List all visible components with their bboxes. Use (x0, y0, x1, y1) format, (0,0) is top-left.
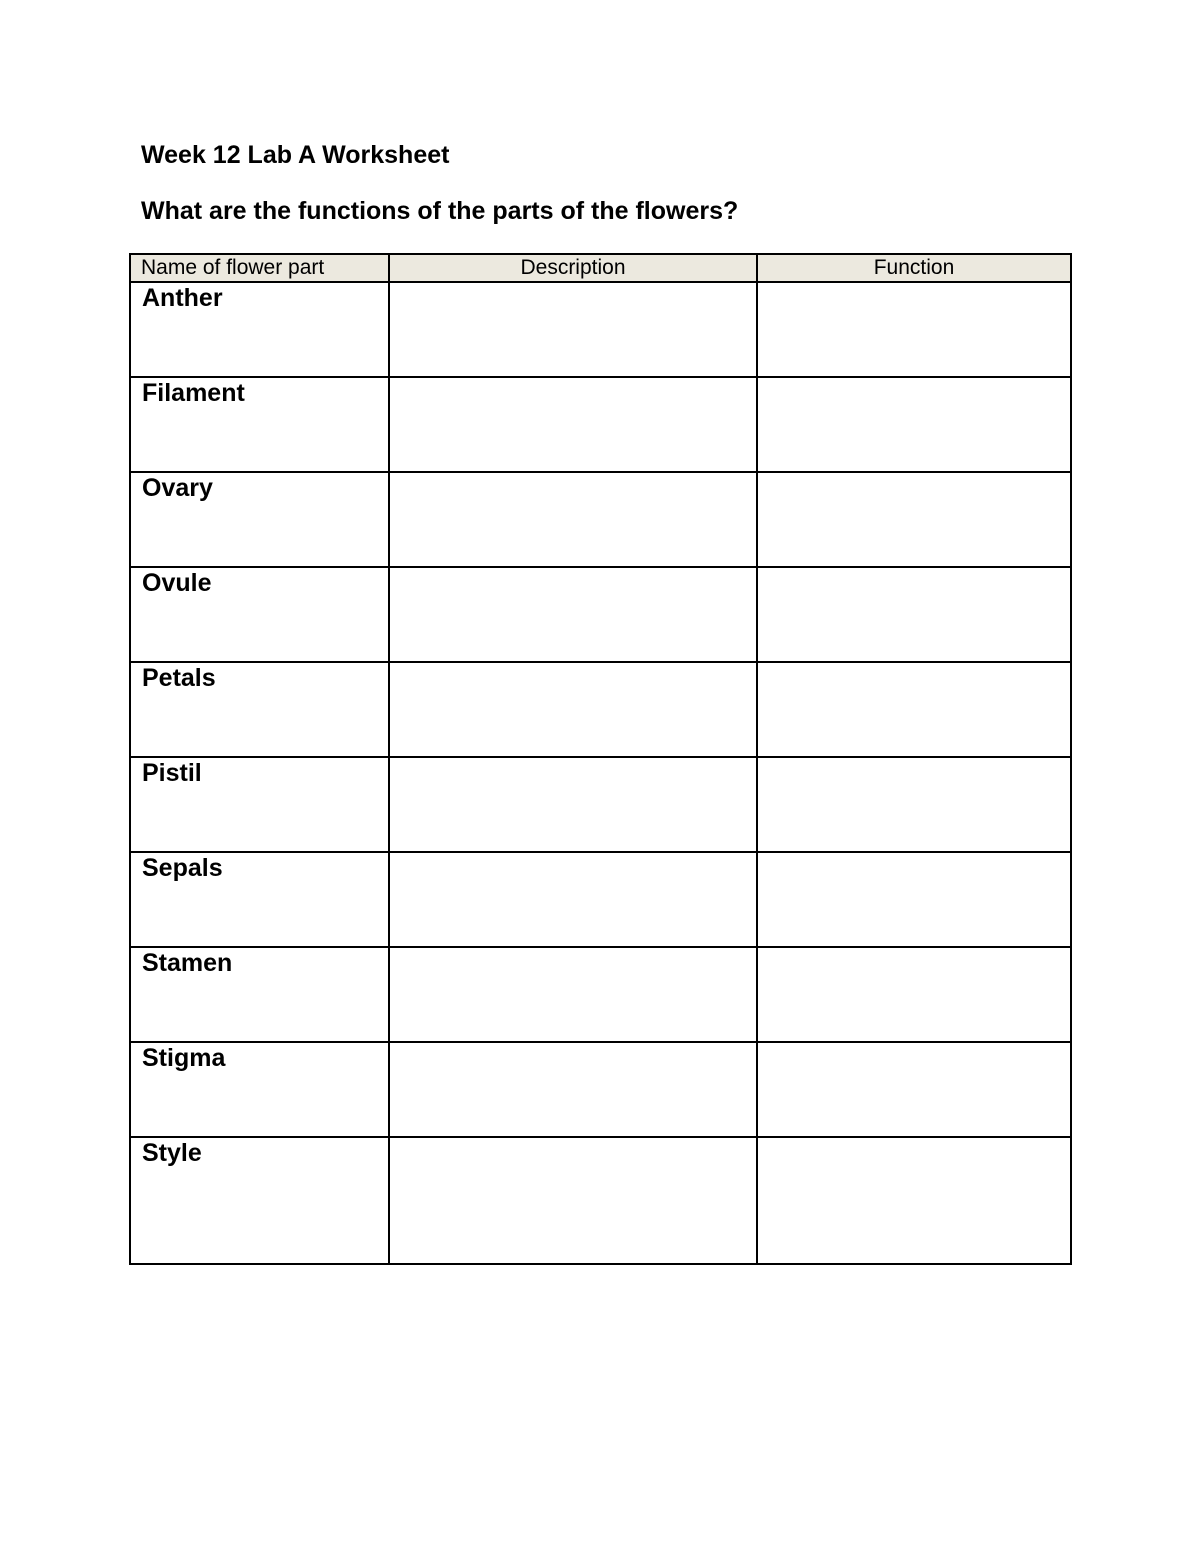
header-description: Description (389, 254, 757, 282)
description-cell[interactable] (389, 757, 757, 852)
worksheet-title: Week 12 Lab A Worksheet (141, 141, 450, 169)
flower-part-name: Stamen (130, 947, 389, 1042)
flower-part-name: Sepals (130, 852, 389, 947)
table-row (130, 947, 1071, 1042)
function-cell[interactable] (757, 1042, 1071, 1137)
table-row (130, 1042, 1071, 1137)
table-row (130, 662, 1071, 757)
description-cell[interactable] (389, 947, 757, 1042)
description-cell[interactable] (389, 472, 757, 567)
flower-part-name: Anther (130, 282, 389, 377)
function-cell[interactable] (757, 947, 1071, 1042)
table-header-row (130, 254, 1071, 282)
function-cell[interactable] (757, 567, 1071, 662)
header-name-of-flower-part: Name of flower part (130, 254, 389, 282)
table-row (130, 472, 1071, 567)
description-cell[interactable] (389, 662, 757, 757)
table-row (130, 377, 1071, 472)
function-cell[interactable] (757, 662, 1071, 757)
flower-part-name: Petals (130, 662, 389, 757)
table-row (130, 852, 1071, 947)
worksheet-question: What are the functions of the parts of the flowers? (141, 197, 739, 225)
flower-part-name: Pistil (130, 757, 389, 852)
table-row (130, 1137, 1071, 1264)
function-cell[interactable] (757, 852, 1071, 947)
flower-part-name: Ovary (130, 472, 389, 567)
flower-parts-table (129, 253, 1072, 1265)
description-cell[interactable] (389, 282, 757, 377)
function-cell[interactable] (757, 282, 1071, 377)
function-cell[interactable] (757, 472, 1071, 567)
description-cell[interactable] (389, 567, 757, 662)
flower-part-name: Style (130, 1137, 389, 1264)
description-cell[interactable] (389, 377, 757, 472)
function-cell[interactable] (757, 1137, 1071, 1264)
description-cell[interactable] (389, 852, 757, 947)
table-row (130, 757, 1071, 852)
flower-part-name: Ovule (130, 567, 389, 662)
flower-part-name: Stigma (130, 1042, 389, 1137)
flower-part-name: Filament (130, 377, 389, 472)
function-cell[interactable] (757, 757, 1071, 852)
description-cell[interactable] (389, 1042, 757, 1137)
table-row (130, 282, 1071, 377)
table-row (130, 567, 1071, 662)
header-function: Function (757, 254, 1071, 282)
function-cell[interactable] (757, 377, 1071, 472)
description-cell[interactable] (389, 1137, 757, 1264)
